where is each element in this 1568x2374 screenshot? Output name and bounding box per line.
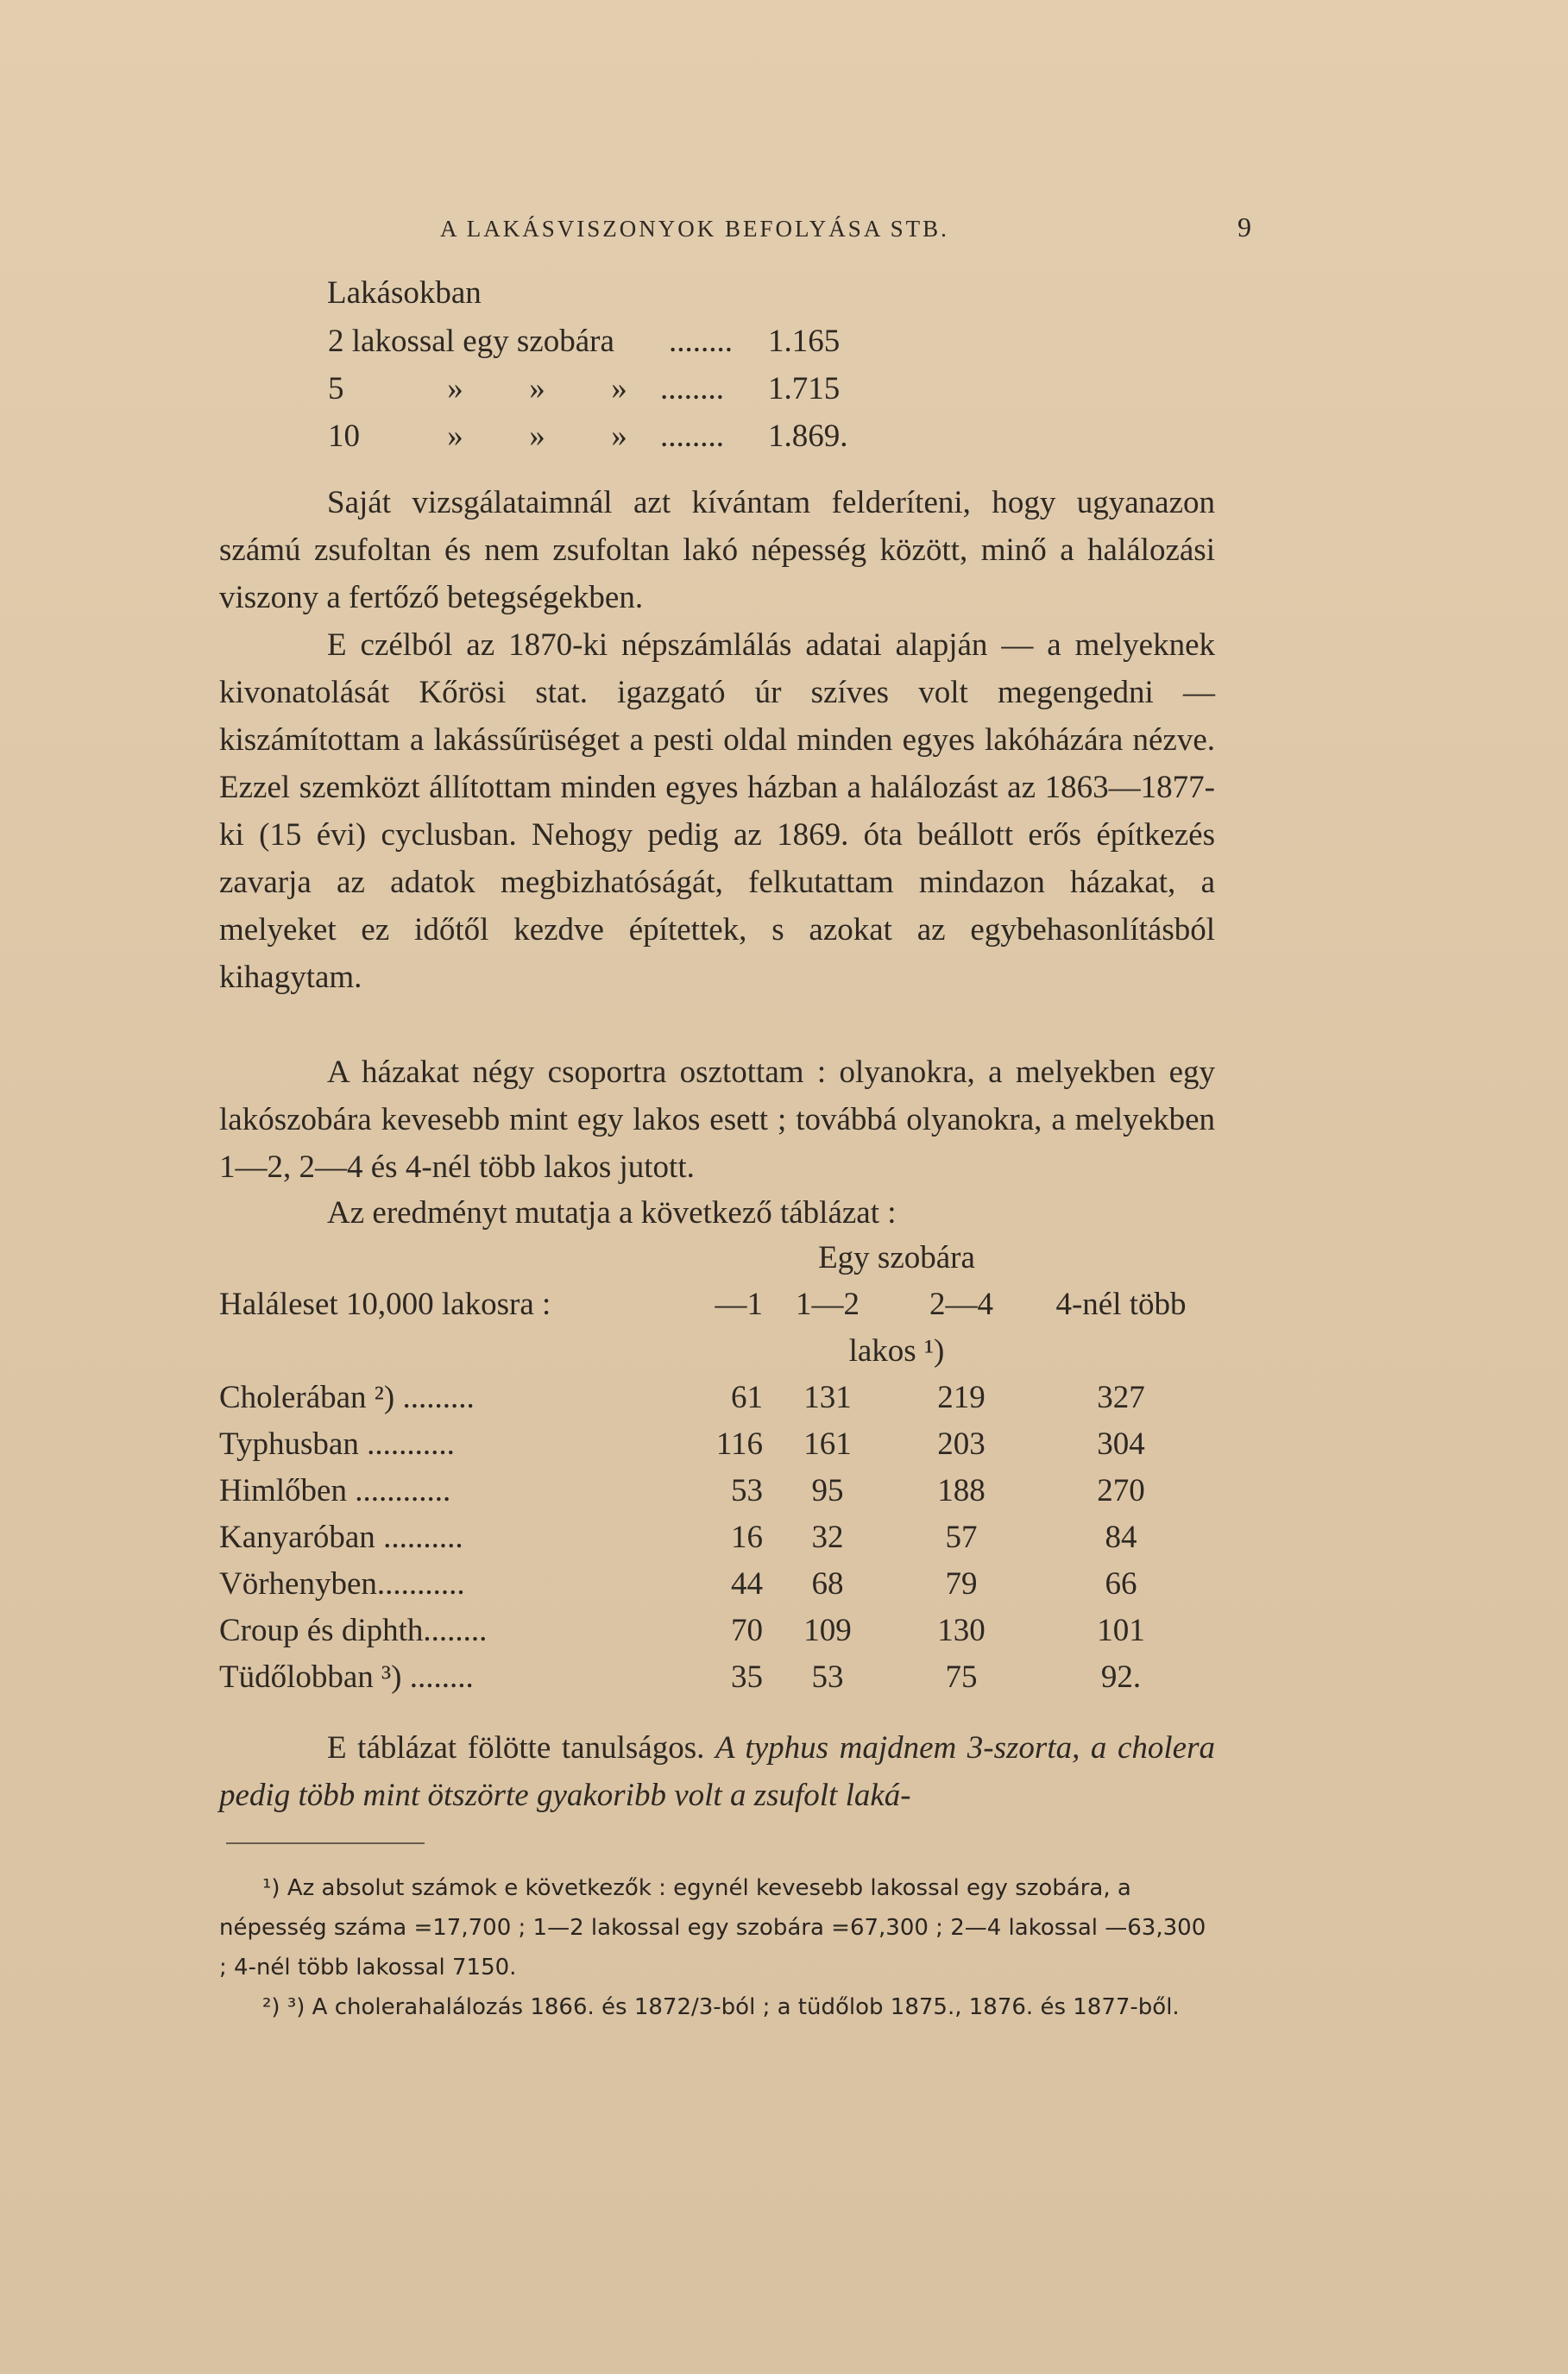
table-cell: 75	[945, 1659, 978, 1695]
row-label-cell	[219, 1560, 702, 1607]
table-cell: 270	[1097, 1472, 1145, 1508]
closing-plain: E táblázat fölötte tanulságos.	[327, 1730, 715, 1766]
row-label: Cholerában ²)	[219, 1379, 395, 1415]
table-cell: 66	[1105, 1565, 1137, 1602]
leader-dots: ........	[423, 1612, 488, 1648]
footnote-divider	[226, 1842, 425, 1844]
table-group-header-row	[219, 1234, 1212, 1281]
row-label: Tüdőlobban ³)	[219, 1659, 402, 1695]
running-header	[440, 211, 1251, 243]
row-label: Himlőben	[219, 1472, 347, 1508]
table-subheader: lakos ¹)	[848, 1332, 945, 1369]
table-group-header: Egy szobára	[818, 1239, 975, 1275]
ditto-mark: »	[447, 419, 463, 454]
footnote-2: ²) ³) A cholerahalálozás 1866. és 1872/3-ból ; a tüdőlob 1875., 1876. és 1877-ből.	[262, 1994, 1180, 2020]
table-cell: 219	[937, 1379, 986, 1415]
closing-paragraph	[219, 1724, 1215, 1819]
table-cell: 53	[811, 1659, 844, 1695]
table-cell: 304	[1097, 1426, 1145, 1462]
intro-row	[328, 365, 872, 412]
row-label-cell	[219, 1514, 702, 1560]
leader-dots: ........	[401, 1659, 474, 1695]
table-column-header: 4-nél több	[1055, 1286, 1187, 1322]
table-row-header: Haláleset 10,000 lakosra :	[219, 1286, 551, 1322]
ditto-mark: »	[529, 419, 545, 454]
leader-dots: ............	[346, 1472, 451, 1508]
table-cell: 44	[731, 1565, 763, 1602]
row-label-cell	[219, 1607, 702, 1653]
paragraph-2: E czélból az 1870-ki népszámlálás adatai alapján — a melyeknek kivonatolását Kőrösi stat. igazgató úr szíves volt megengedni — kiszámítottam a lakássűrüséget a pesti oldal minden egyes lakóházára nézve. Ezzel szemközt állítottam minden egyes házban a halálozást az 1863—1877-ki (15 évi) cyclusban. Nehogy pedig az 1869. óta beállott erős építkezés zavarja az adatok megbizhatóságát, felkutattam mindazon házakat, a melyeket ez időtől kezdve építettek, s azokat az egybehasonlításból kihagytam.	[219, 627, 1215, 995]
leader-dots: ........	[660, 419, 724, 454]
table-cell: 79	[945, 1565, 978, 1602]
paragraph-1: Saját vizsgálataimnál azt kívántam felderíteni, hogy ugyanazon számú zsufoltan és nem zsufoltan lakó népesség között, minő a halálozási viszony a fertőző betegségekben.	[219, 485, 1215, 615]
mortality-table	[219, 1234, 1212, 1700]
intro-row-label: 2 lakossal egy szobára	[328, 324, 614, 359]
table-row	[219, 1560, 1212, 1607]
ditto-mark: »	[529, 371, 545, 406]
table-cell: 203	[937, 1426, 986, 1462]
table-cell: 84	[1105, 1519, 1137, 1555]
table-cell: 32	[811, 1519, 844, 1555]
row-label-cell	[219, 1467, 702, 1514]
leader-dots: ...........	[376, 1565, 465, 1602]
leader-dots: ...........	[358, 1426, 455, 1462]
table-cell: 188	[937, 1472, 986, 1508]
table-subheader-row	[219, 1327, 1212, 1374]
leader-dots: ........	[669, 324, 733, 359]
table-column-header: 2—4	[929, 1286, 993, 1322]
table-column-header-row	[219, 1281, 1212, 1327]
row-label: Kanyaróban	[219, 1519, 375, 1555]
row-label-cell	[219, 1420, 702, 1467]
row-label: Vörhenyben	[219, 1565, 377, 1602]
table-cell: 35	[731, 1659, 763, 1695]
row-label-cell	[219, 1374, 702, 1420]
ditto-mark: »	[611, 419, 627, 454]
table-cell: 61	[731, 1379, 763, 1415]
table-cell: 109	[803, 1612, 852, 1648]
intro-row	[328, 412, 872, 460]
intro-label: Lakásokban	[327, 275, 482, 311]
table-cell: 116	[715, 1426, 763, 1462]
paragraph-3: A házakat négy csoportra osztottam : olyanokra, a melyekben egy lakószobára kevesebb mint egy lakos esett ; továbbá olyanokra, a melyekben 1—2, 2—4 és 4-nél több lakos jutott.	[219, 1055, 1215, 1185]
footnote-1: ¹) Az absolut számok e következők : egynél kevesebb lakossal egy szobára, a népesség száma =17,700 ; 1—2 lakossal egy szobára =67,300 ; 2—4 lakossal —63,300 ; 4-nél több lakossal 7150.	[219, 1875, 1206, 1980]
ditto-mark: »	[611, 371, 627, 406]
table-cell: 16	[731, 1519, 763, 1555]
table-row	[219, 1420, 1212, 1467]
leader-dots: ........	[660, 371, 724, 406]
intro-list	[328, 318, 872, 460]
paragraph-4: Az eredményt mutatja a következő táblázat :	[327, 1195, 897, 1231]
row-label: Croup és diphth	[219, 1612, 424, 1648]
table-cell: 327	[1097, 1379, 1145, 1415]
table-column-header: —1	[715, 1286, 763, 1322]
row-label-cell	[219, 1653, 702, 1700]
leader-dots: ..........	[375, 1519, 463, 1555]
table-cell: 92.	[1100, 1659, 1142, 1695]
table-body	[219, 1374, 1212, 1700]
page-number: 9	[1237, 211, 1251, 242]
footnotes	[219, 1868, 1212, 2027]
intro-row-value: 1.715	[768, 371, 841, 406]
intro-row-label: 5	[328, 371, 344, 406]
intro-row-label: 10	[328, 419, 360, 454]
table-cell: 101	[1097, 1612, 1145, 1648]
intro-row	[328, 318, 872, 365]
table-cell: 161	[803, 1426, 852, 1462]
table-cell: 95	[811, 1472, 844, 1508]
intro-row-value: 1.869.	[768, 419, 848, 454]
table-row	[219, 1467, 1212, 1514]
running-title: A LAKÁSVISZONYOK BEFOLYÁSA STB.	[440, 216, 949, 242]
table-row	[219, 1607, 1212, 1653]
table-column-header: 1—2	[796, 1286, 860, 1322]
table-cell: 130	[937, 1612, 986, 1648]
table-row	[219, 1374, 1212, 1420]
table-row	[219, 1653, 1212, 1700]
table-cell: 131	[803, 1379, 852, 1415]
table-cell: 57	[945, 1519, 978, 1555]
table-cell: 53	[731, 1472, 763, 1508]
row-label: Typhusban	[219, 1426, 359, 1462]
intro-row-value: 1.165	[768, 324, 841, 359]
table-row	[219, 1514, 1212, 1560]
closing-italic: A typhus majdnem 3-szorta, a cholera pedig több mint ötszörte gyakoribb volt a zsufolt laká-	[219, 1730, 1216, 1813]
leader-dots: .........	[394, 1379, 475, 1415]
table-cell: 70	[731, 1612, 763, 1648]
table-cell: 68	[811, 1565, 844, 1602]
ditto-mark: »	[447, 371, 463, 406]
